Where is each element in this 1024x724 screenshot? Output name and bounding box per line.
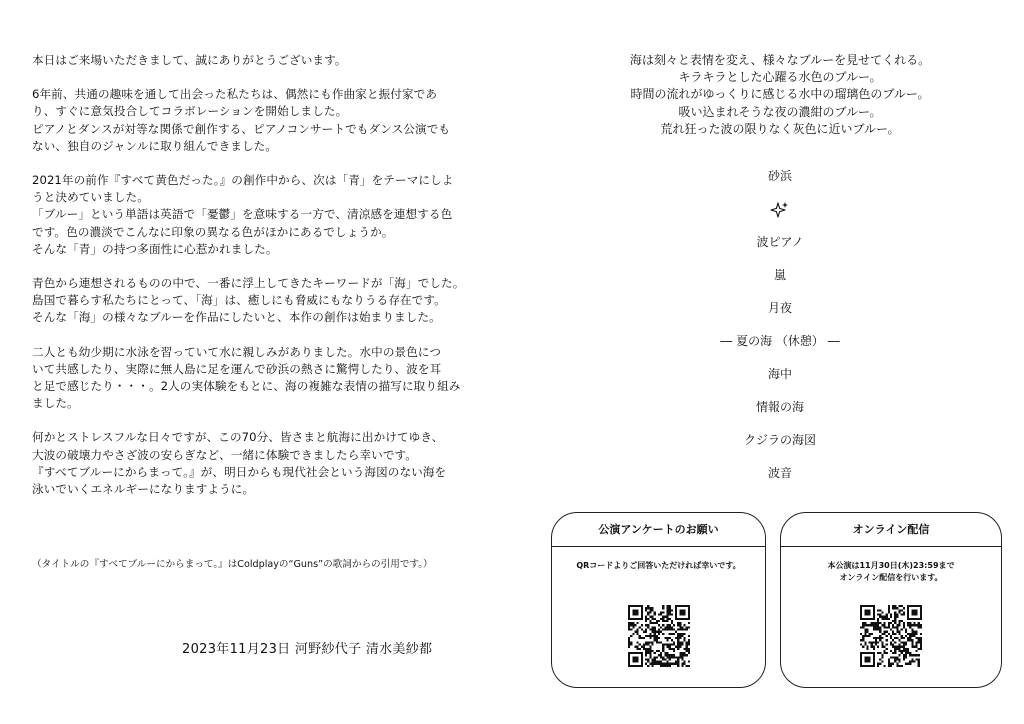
letter-signature: 2023年11月23日 河野紗代子 清水美紗都	[182, 642, 433, 657]
program-intermission: ― 夏の海 （休憩） ―	[720, 334, 840, 349]
intro-poem: 海は刻々と表情を変え、様々なブルーを見せてくれる。 キラキラとした心躍る水色のブルー。 時間の流れがゆっくりに感じる水中の瑠璃色のブルー。 吸い込まれそうな夜の濃紺のブルー。 荒れ狂った波の限りなく灰色に近いブルー。	[629, 53, 931, 136]
online-box-description: 本公演は11月30日(木)23:59まで オンライン配信を行います。	[827, 561, 955, 582]
program-item: 情報の海	[755, 400, 804, 415]
program-item: 嵐	[773, 268, 786, 283]
program-item: 月夜	[767, 301, 792, 316]
letter-paragraph: 何かとストレスフルな日々ですが、この70分、皆さまと航海に出かけてゆき、 大波の破壊力やさざ波の安らぎなど、一緒に体験できましたら幸いです。 『すべてブルーにからまって。』が、明日からも現代社会という海図のない海を 泳いでいくエネルギーになりますように。	[32, 430, 447, 497]
program-item	[560, 193, 1000, 226]
greeting-letter	[32, 52, 492, 515]
letter-paragraph: 二人とも幼少期に水泳を習っていて水に親しみがありました。水中の景色につ いて共感したり、実際に無人島に足を運んで砂浜の熱さに驚愕したり、波を耳 と足で感じたり・・・。2人の実体験をもとに、海の複雑な表情の描写に取り組み ました。	[32, 344, 461, 411]
program-column	[560, 52, 1000, 490]
program-item: クジラの海図	[743, 433, 816, 448]
letter-paragraph: 6年前、共通の趣味を通して出会った私たちは、偶然にも作曲家と振付家であ り、すぐに意気投合してコラボレーションを開始しました。 ピアノとダンスが対等な関係で創作する、ピアノコンサートでもダンス公演でも ない、独自のジャンルに取り組んできました。	[32, 87, 451, 153]
letter-paragraph: 本日はご来場いただきまして、誠にありがとうございます。	[32, 53, 347, 67]
program-item: 波音	[767, 466, 792, 481]
program-item: 海中	[767, 367, 792, 382]
qr-code-icon[interactable]	[860, 605, 922, 667]
survey-box-title: 公演アンケートのお願い	[552, 513, 765, 547]
title-citation: （タイトルの『すべてブルーにからまって。』はColdplayの“Guns”の歌詞からの引用です。）	[32, 559, 433, 570]
online-box	[780, 512, 1002, 688]
sparkle-icon	[770, 200, 790, 220]
letter-paragraph: 青色から連想されるものの中で、一番に浮上してきたキーワードが「海」でした。 島国で暮らす私たちにとって、「海」は、癒しにも脅威にもなりうる存在です。 そんな「海」の様々なブルーを作品にしたいと、本作の創作は始まりました。	[32, 276, 465, 325]
program-list	[560, 160, 1000, 490]
program-item: 砂浜	[767, 169, 792, 184]
letter-paragraph: 2021年の前作『すべて黄色だった。』の創作中から、次は「青」をテーマにしよ うと決めていました。 「ブルー」という単語は英語で「憂鬱」を意味する一方で、清涼感を連想する色 です。色の濃淡でこんなに印象の異なる色がほかにあるでしょうか。 そんな「青」の持つ多面性に心惹かれました。	[32, 173, 454, 256]
qr-code-icon[interactable]	[628, 605, 690, 667]
online-box-title: オンライン配信	[781, 513, 1001, 547]
survey-box	[551, 512, 766, 688]
survey-box-description: QRコードよりご回答いただければ幸いです。	[576, 561, 741, 570]
program-item: 波ピアノ	[756, 235, 804, 250]
